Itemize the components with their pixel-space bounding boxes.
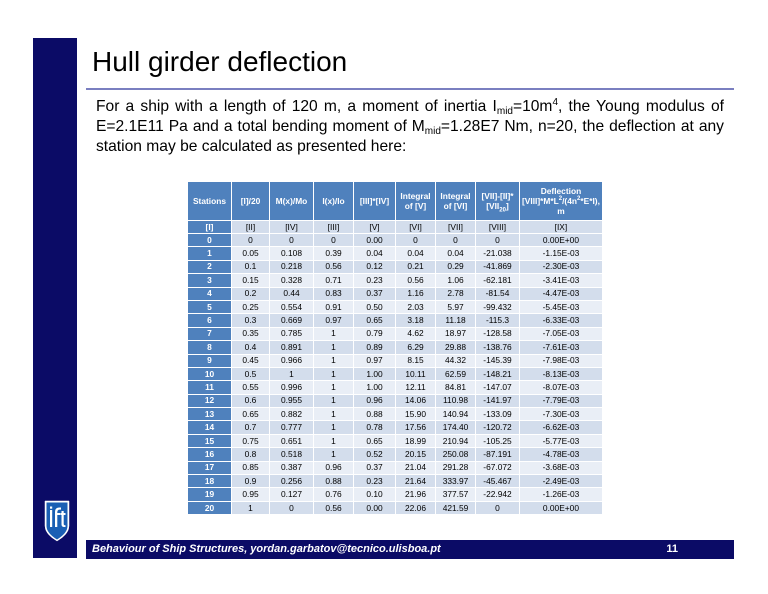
table-cell: 0.00 xyxy=(354,501,396,514)
table-cell: 0.76 xyxy=(314,488,354,501)
footer-bar xyxy=(86,540,734,559)
intro-paragraph xyxy=(96,97,724,157)
table-cell: 0.97 xyxy=(354,354,396,367)
table-cell: 21.64 xyxy=(396,475,436,488)
table-cell: 0.7 xyxy=(232,421,270,434)
table-cell: 0 xyxy=(476,501,520,514)
table-cell: 0.04 xyxy=(354,247,396,260)
intro-text-4: =1.28E7 Nm, n=20, the deflection at any station may be calculated as presented here: xyxy=(96,118,724,155)
table-cell: 0.65 xyxy=(354,434,396,447)
table-cell: 0 xyxy=(314,234,354,247)
table-cell: 15.90 xyxy=(396,408,436,421)
header-col-viii-text-b: ] xyxy=(505,201,509,211)
table-cell: 12.11 xyxy=(396,381,436,394)
table-cell: -22.942 xyxy=(476,488,520,501)
table-cell: 210.94 xyxy=(436,434,476,447)
table-cell: 1.06 xyxy=(436,274,476,287)
table-cell: 0.00E+00 xyxy=(520,234,603,247)
table-cell: 0.04 xyxy=(396,247,436,260)
station-cell: 1 xyxy=(188,247,232,260)
table-cell: 0.95 xyxy=(232,488,270,501)
table-body xyxy=(188,234,603,515)
table-cell: -7.05E-03 xyxy=(520,327,603,340)
header-deflection-text-a: Deflection [VIII]*M*L xyxy=(522,186,582,206)
station-cell: 10 xyxy=(188,367,232,380)
table-cell: -105.25 xyxy=(476,434,520,447)
table-cell: 0.5 xyxy=(232,367,270,380)
table-subheader-cell: [II] xyxy=(232,221,270,234)
table-cell: 1 xyxy=(314,448,354,461)
table-cell: -148.21 xyxy=(476,367,520,380)
table-row xyxy=(188,287,603,300)
table-cell: 0.56 xyxy=(396,274,436,287)
station-cell: 0 xyxy=(188,234,232,247)
table-cell: 14.06 xyxy=(396,394,436,407)
table-cell: 0 xyxy=(270,501,314,514)
table-row xyxy=(188,408,603,421)
header-deflection-text-b: /(4n xyxy=(562,196,577,206)
station-cell: 14 xyxy=(188,421,232,434)
header-col-iv: M(x)/Mo xyxy=(270,182,314,221)
table-subheader-cell: [VII] xyxy=(436,221,476,234)
table-cell: 1 xyxy=(314,421,354,434)
table-subheader-row xyxy=(188,221,603,234)
table-cell: -3.68E-03 xyxy=(520,461,603,474)
table-cell: 0.387 xyxy=(270,461,314,474)
header-col-viii xyxy=(476,182,520,221)
station-cell: 6 xyxy=(188,314,232,327)
station-cell: 16 xyxy=(188,448,232,461)
table-cell: -141.97 xyxy=(476,394,520,407)
table-cell: -145.39 xyxy=(476,354,520,367)
table-cell: 0.83 xyxy=(314,287,354,300)
table-row xyxy=(188,421,603,434)
table-cell: 10.11 xyxy=(396,367,436,380)
table-cell: -1.15E-03 xyxy=(520,247,603,260)
table-cell: 2.78 xyxy=(436,287,476,300)
table-cell: 0.65 xyxy=(232,408,270,421)
table-cell: 0.9 xyxy=(232,475,270,488)
station-cell: 20 xyxy=(188,501,232,514)
table-cell: 0.85 xyxy=(232,461,270,474)
table-cell: 0.52 xyxy=(354,448,396,461)
table-cell: 0.78 xyxy=(354,421,396,434)
table-cell: -8.07E-03 xyxy=(520,381,603,394)
table-cell: 0.56 xyxy=(314,260,354,273)
table-cell: -87.191 xyxy=(476,448,520,461)
table-cell: 0.882 xyxy=(270,408,314,421)
table-cell: -4.78E-03 xyxy=(520,448,603,461)
table-cell: 1.16 xyxy=(396,287,436,300)
table-cell: 11.18 xyxy=(436,314,476,327)
table-row xyxy=(188,260,603,273)
table-cell: 0.29 xyxy=(436,260,476,273)
table-cell: 0.45 xyxy=(232,354,270,367)
ist-logo-icon xyxy=(44,500,70,542)
table-cell: -147.07 xyxy=(476,381,520,394)
table-cell: 0.04 xyxy=(436,247,476,260)
table-cell: 0.71 xyxy=(314,274,354,287)
table-subheader-cell: [III] xyxy=(314,221,354,234)
table-cell: -133.09 xyxy=(476,408,520,421)
table-row xyxy=(188,314,603,327)
table-cell: 0.00 xyxy=(354,234,396,247)
header-stations: Stations xyxy=(188,182,232,221)
table-row xyxy=(188,234,603,247)
table-cell: 0.108 xyxy=(270,247,314,260)
table-cell: 21.04 xyxy=(396,461,436,474)
table-cell: 0.10 xyxy=(354,488,396,501)
table-cell: -5.77E-03 xyxy=(520,434,603,447)
table-row xyxy=(188,448,603,461)
table-cell: 0.127 xyxy=(270,488,314,501)
intro-text-2: =10m xyxy=(512,98,553,115)
table-cell: 0.996 xyxy=(270,381,314,394)
table-cell: -5.45E-03 xyxy=(520,300,603,313)
table-subheader-cell: [IX] xyxy=(520,221,603,234)
header-col-vi: Integral of [V] xyxy=(396,182,436,221)
table-cell: 0.35 xyxy=(232,327,270,340)
table-cell: 0.96 xyxy=(314,461,354,474)
table-subheader-cell: [IV] xyxy=(270,221,314,234)
table-row xyxy=(188,354,603,367)
table-row xyxy=(188,394,603,407)
table-cell: -120.72 xyxy=(476,421,520,434)
table-cell: -115.3 xyxy=(476,314,520,327)
table-cell: 0 xyxy=(476,234,520,247)
table-cell: 17.56 xyxy=(396,421,436,434)
table-cell: -6.62E-03 xyxy=(520,421,603,434)
station-cell: 9 xyxy=(188,354,232,367)
table-cell: 44.32 xyxy=(436,354,476,367)
table-cell: 0.891 xyxy=(270,341,314,354)
table-cell: 0.39 xyxy=(314,247,354,260)
table-cell: 0.256 xyxy=(270,475,314,488)
station-cell: 11 xyxy=(188,381,232,394)
station-cell: 2 xyxy=(188,260,232,273)
header-col-vii: Integral of [VI] xyxy=(436,182,476,221)
table-cell: 1 xyxy=(314,341,354,354)
table-cell: 5.97 xyxy=(436,300,476,313)
table-cell: -21.038 xyxy=(476,247,520,260)
table-cell: -45.467 xyxy=(476,475,520,488)
station-cell: 12 xyxy=(188,394,232,407)
table-cell: -99.432 xyxy=(476,300,520,313)
table-cell: 1.00 xyxy=(354,381,396,394)
table-cell: 174.40 xyxy=(436,421,476,434)
table-cell: -7.30E-03 xyxy=(520,408,603,421)
table-cell: 0.75 xyxy=(232,434,270,447)
table-cell: -81.54 xyxy=(476,287,520,300)
slide-title: Hull girder deflection xyxy=(92,46,348,77)
table-cell: 0.777 xyxy=(270,421,314,434)
table-cell: 1 xyxy=(314,408,354,421)
station-cell: 8 xyxy=(188,341,232,354)
table-cell: -6.33E-03 xyxy=(520,314,603,327)
table-cell: -62.181 xyxy=(476,274,520,287)
table-cell: 0.23 xyxy=(354,475,396,488)
table-cell: 1 xyxy=(270,367,314,380)
table-cell: -8.13E-03 xyxy=(520,367,603,380)
table-cell: 0.05 xyxy=(232,247,270,260)
station-cell: 4 xyxy=(188,287,232,300)
table-subheader-cell: [VIII] xyxy=(476,221,520,234)
table-row xyxy=(188,501,603,514)
table-cell: 6.29 xyxy=(396,341,436,354)
table-cell: 0.50 xyxy=(354,300,396,313)
footer-text: Behaviour of Ship Structures, yordan.garbatov@tecnico.ulisboa.pt xyxy=(92,543,441,555)
table-cell: 0.65 xyxy=(354,314,396,327)
deflection-table xyxy=(187,181,603,515)
header-col-viii-text-a: [VII]-[II]*[VII xyxy=(481,191,514,211)
intro-subscript-2: mid xyxy=(424,126,441,137)
table-cell: 1 xyxy=(314,327,354,340)
table-cell: 4.62 xyxy=(396,327,436,340)
intro-text-3: , the Young modulus of E=2.1E11 Pa and a total bending moment of M xyxy=(96,98,724,135)
header-col-viii-sub: 20 xyxy=(499,207,506,214)
table-row xyxy=(188,274,603,287)
table-cell: 2.03 xyxy=(396,300,436,313)
table-cell: 0 xyxy=(396,234,436,247)
table-cell: 0 xyxy=(436,234,476,247)
table-cell: 291.28 xyxy=(436,461,476,474)
header-deflection-text-c: *E*I), m xyxy=(557,196,600,216)
table-cell: 1 xyxy=(314,354,354,367)
table-cell: 0.554 xyxy=(270,300,314,313)
header-col-iii: I(x)/Io xyxy=(314,182,354,221)
table-cell: -7.98E-03 xyxy=(520,354,603,367)
table-cell: 0.88 xyxy=(354,408,396,421)
table-row xyxy=(188,327,603,340)
table-header-row xyxy=(188,182,603,221)
table-cell: 0.218 xyxy=(270,260,314,273)
table-cell: 1 xyxy=(314,394,354,407)
table-cell: 0.79 xyxy=(354,327,396,340)
header-deflection xyxy=(520,182,603,221)
table-cell: 29.88 xyxy=(436,341,476,354)
table-cell: 0.89 xyxy=(354,341,396,354)
table-cell: 0.23 xyxy=(354,274,396,287)
table-cell: 0.785 xyxy=(270,327,314,340)
table-cell: -67.072 xyxy=(476,461,520,474)
table-cell: 0.44 xyxy=(270,287,314,300)
table-cell: -1.26E-03 xyxy=(520,488,603,501)
table-row xyxy=(188,461,603,474)
table-cell: 250.08 xyxy=(436,448,476,461)
table-subheader-cell: [V] xyxy=(354,221,396,234)
table-cell: 0.8 xyxy=(232,448,270,461)
table-row xyxy=(188,381,603,394)
table-cell: 0 xyxy=(270,234,314,247)
table-cell: 18.99 xyxy=(396,434,436,447)
table-cell: 110.98 xyxy=(436,394,476,407)
table-cell: 0.25 xyxy=(232,300,270,313)
table-cell: 377.57 xyxy=(436,488,476,501)
table-cell: 0.328 xyxy=(270,274,314,287)
table-subheader-cell: [VI] xyxy=(396,221,436,234)
table-cell: 0.4 xyxy=(232,341,270,354)
table-cell: -138.76 xyxy=(476,341,520,354)
station-cell: 5 xyxy=(188,300,232,313)
table-cell: 0.651 xyxy=(270,434,314,447)
table-row xyxy=(188,247,603,260)
station-cell: 7 xyxy=(188,327,232,340)
station-cell: 3 xyxy=(188,274,232,287)
table-cell: 0.518 xyxy=(270,448,314,461)
table-cell: 18.97 xyxy=(436,327,476,340)
table-cell: -4.47E-03 xyxy=(520,287,603,300)
table-row xyxy=(188,488,603,501)
title-underline xyxy=(86,88,734,90)
table-cell: 333.97 xyxy=(436,475,476,488)
table-cell: -41.869 xyxy=(476,260,520,273)
table-cell: 22.06 xyxy=(396,501,436,514)
table-cell: 0.56 xyxy=(314,501,354,514)
table-cell: 1 xyxy=(232,501,270,514)
table-cell: 20.15 xyxy=(396,448,436,461)
table-row xyxy=(188,367,603,380)
table-row xyxy=(188,434,603,447)
table-cell: 84.81 xyxy=(436,381,476,394)
table-cell: 0.2 xyxy=(232,287,270,300)
table-cell: 0.955 xyxy=(270,394,314,407)
table-cell: -2.30E-03 xyxy=(520,260,603,273)
table-cell: 0.00E+00 xyxy=(520,501,603,514)
table-cell: 0.966 xyxy=(270,354,314,367)
table-cell: 21.96 xyxy=(396,488,436,501)
table-cell: 0.3 xyxy=(232,314,270,327)
table-cell: 0.1 xyxy=(232,260,270,273)
table-cell: 0.97 xyxy=(314,314,354,327)
table-cell: 0.669 xyxy=(270,314,314,327)
table-cell: 421.59 xyxy=(436,501,476,514)
table-cell: 3.18 xyxy=(396,314,436,327)
table-cell: -2.49E-03 xyxy=(520,475,603,488)
table-row xyxy=(188,341,603,354)
intro-superscript-1: 4 xyxy=(552,97,558,108)
table-cell: 62.59 xyxy=(436,367,476,380)
table-cell: 0.21 xyxy=(396,260,436,273)
table-row xyxy=(188,300,603,313)
table-cell: 0.91 xyxy=(314,300,354,313)
table-cell: 140.94 xyxy=(436,408,476,421)
table-cell: 1 xyxy=(314,367,354,380)
table-cell: -3.41E-03 xyxy=(520,274,603,287)
table-cell: 0.12 xyxy=(354,260,396,273)
table-cell: -7.61E-03 xyxy=(520,341,603,354)
table-cell: 8.15 xyxy=(396,354,436,367)
table-cell: 0.6 xyxy=(232,394,270,407)
table-cell: 0.15 xyxy=(232,274,270,287)
header-deflection-sup-1: 2 xyxy=(558,196,563,203)
table-cell: 0.37 xyxy=(354,461,396,474)
table-cell: 0.88 xyxy=(314,475,354,488)
table-cell: 0.96 xyxy=(354,394,396,407)
table-row xyxy=(188,475,603,488)
left-sidebar-bar xyxy=(33,38,77,558)
table-cell: 0.55 xyxy=(232,381,270,394)
table-cell: 0 xyxy=(232,234,270,247)
page-number: 11 xyxy=(666,543,678,555)
table-cell: 0.37 xyxy=(354,287,396,300)
intro-text-1: For a ship with a length of 120 m, a moment of inertia I xyxy=(96,98,497,115)
station-cell: 13 xyxy=(188,408,232,421)
table-cell: -7.79E-03 xyxy=(520,394,603,407)
station-cell: 18 xyxy=(188,475,232,488)
table-cell: 1 xyxy=(314,381,354,394)
table-cell: 1.00 xyxy=(354,367,396,380)
header-col-v: [III]*[IV] xyxy=(354,182,396,221)
station-cell: 19 xyxy=(188,488,232,501)
intro-subscript-1: mid xyxy=(496,106,513,117)
table-subheader-cell: [I] xyxy=(188,221,232,234)
table-cell: 1 xyxy=(314,434,354,447)
header-col-ii: [I]/20 xyxy=(232,182,270,221)
header-deflection-sup-2: 2 xyxy=(577,196,581,203)
station-cell: 17 xyxy=(188,461,232,474)
station-cell: 15 xyxy=(188,434,232,447)
table-cell: -128.58 xyxy=(476,327,520,340)
